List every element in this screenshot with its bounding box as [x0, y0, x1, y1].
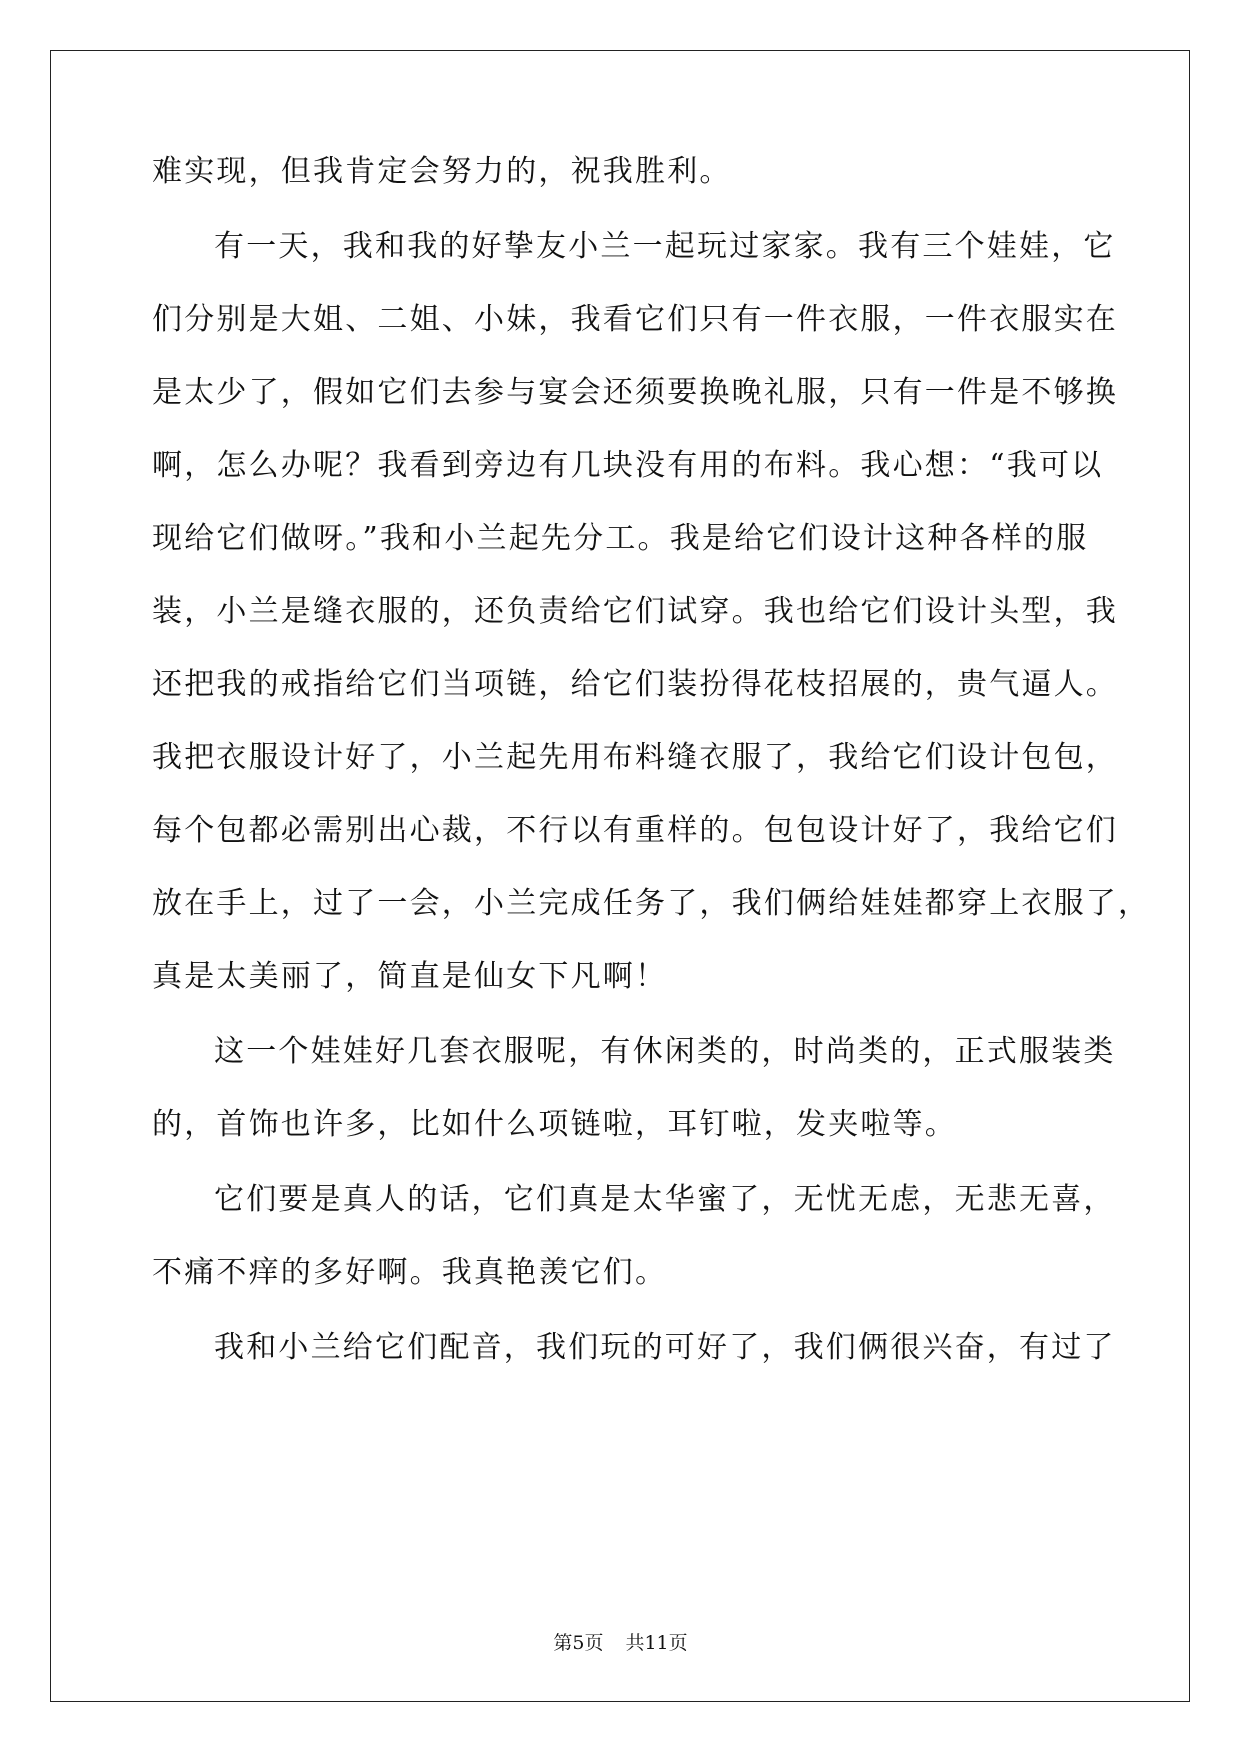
page-total: 共11页 — [625, 1632, 688, 1654]
paragraph-first-line: 我和小兰给它们配音，我们玩的可好了，我们俩很兴奋，有过了 — [214, 1330, 1116, 1365]
paragraph-first-line: 它们要是真人的话，它们真是太华蜜了，无忧无虑，无悲无喜， — [214, 1182, 1116, 1217]
paragraph-first-line: 这一个娃娃好几套衣服呢，有休闲类的，时尚类的，正式服装类 — [214, 1034, 1116, 1069]
text-line: 难实现，但我肯定会努力的，祝我胜利。 — [152, 154, 732, 189]
page-footer — [0, 1628, 1241, 1655]
text-line: 们分别是大姐、二姐、小妹，我看它们只有一件衣服，一件衣服实在 — [152, 302, 1118, 337]
text-line: 还把我的戒指给它们当项链，给它们装扮得花枝招展的，贵气逼人。 — [152, 667, 1118, 702]
text-line: 是太少了，假如它们去参与宴会还须要换晚礼服，只有一件是不够换 — [152, 375, 1118, 410]
text-line: 现给它们做呀。”我和小兰起先分工。我是给它们设计这种各样的服 — [152, 521, 1089, 556]
text-line: 我把衣服设计好了，小兰起先用布料缝衣服了，我给它们设计包包， — [152, 740, 1118, 775]
text-line: 啊，怎么办呢？我看到旁边有几块没有用的布料。我心想：“我可以 — [152, 448, 1104, 483]
paragraph-first-line: 有一天，我和我的好挚友小兰一起玩过家家。我有三个娃娃，它 — [214, 229, 1116, 264]
text-line: 不痛不痒的多好啊。我真艳羡它们。 — [152, 1255, 668, 1290]
text-line: 放在手上，过了一会，小兰完成任务了，我们俩给娃娃都穿上衣服了， — [152, 886, 1151, 921]
text-line: 每个包都必需别出心裁，不行以有重样的。包包设计好了，我给它们 — [152, 813, 1118, 848]
text-line: 真是太美丽了，简直是仙女下凡啊！ — [152, 959, 668, 994]
page-number: 第5页 — [553, 1632, 604, 1654]
text-line: 装，小兰是缝衣服的，还负责给它们试穿。我也给它们设计头型，我 — [152, 594, 1118, 629]
text-line: 的，首饰也许多，比如什么项链啦，耳钉啦，发夹啦等。 — [152, 1107, 957, 1142]
